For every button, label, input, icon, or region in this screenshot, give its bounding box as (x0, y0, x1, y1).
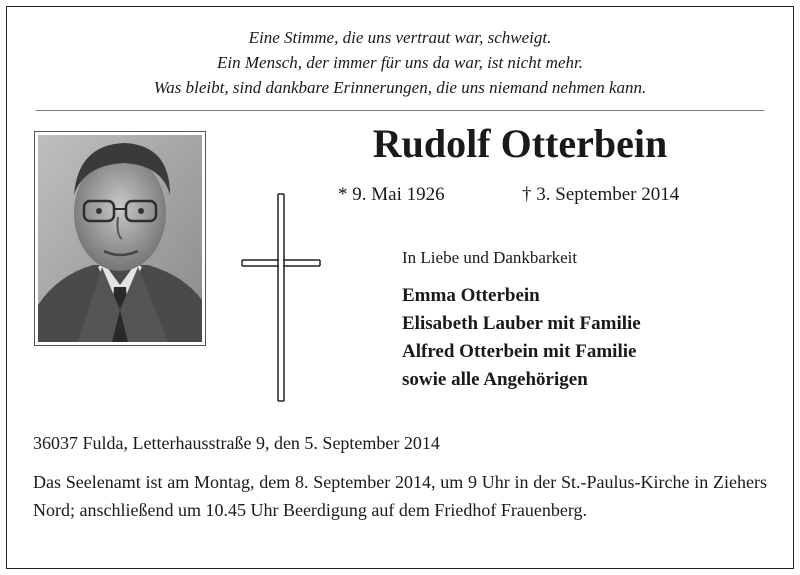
divider-line (36, 110, 764, 111)
latin-cross-icon (240, 190, 324, 410)
address-line: 36037 Fulda, Letterhausstraße 9, den 5. September 2014 (33, 433, 440, 453)
quote-line: Was bleibt, sind dankbare Erinnerungen, die uns niemand nehmen kann. (153, 78, 647, 97)
mourners-intro: In Liebe und Dankbarkeit (402, 248, 578, 267)
birth-date: * 9. Mai 1926 (338, 184, 445, 205)
mourner-name: Alfred Otterbein mit Familie (402, 341, 637, 362)
portrait-frame (34, 131, 206, 346)
mourners-list (402, 282, 641, 394)
portrait-photo (38, 135, 202, 342)
memorial-quote (0, 25, 800, 100)
mourner-name: Emma Otterbein (402, 285, 540, 306)
service-info: Das Seelenamt ist am Montag, dem 8. September 2014, um 9 Uhr in der St.-Paulus-Kirche in Ziehers Nord; anschließend um 10.45 Uhr Beerdigung auf dem Friedhof Frauenberg. (33, 472, 767, 520)
death-date: † 3. September 2014 (522, 184, 680, 205)
quote-line: Ein Mensch, der immer für uns da war, ist nicht mehr. (217, 53, 583, 72)
quote-line: Eine Stimme, die uns vertraut war, schweigt. (248, 28, 552, 47)
mourner-name: sowie alle Angehörigen (402, 369, 588, 390)
mourner-name: Elisabeth Lauber mit Familie (402, 313, 641, 334)
deceased-name: Rudolf Otterbein (372, 121, 668, 166)
